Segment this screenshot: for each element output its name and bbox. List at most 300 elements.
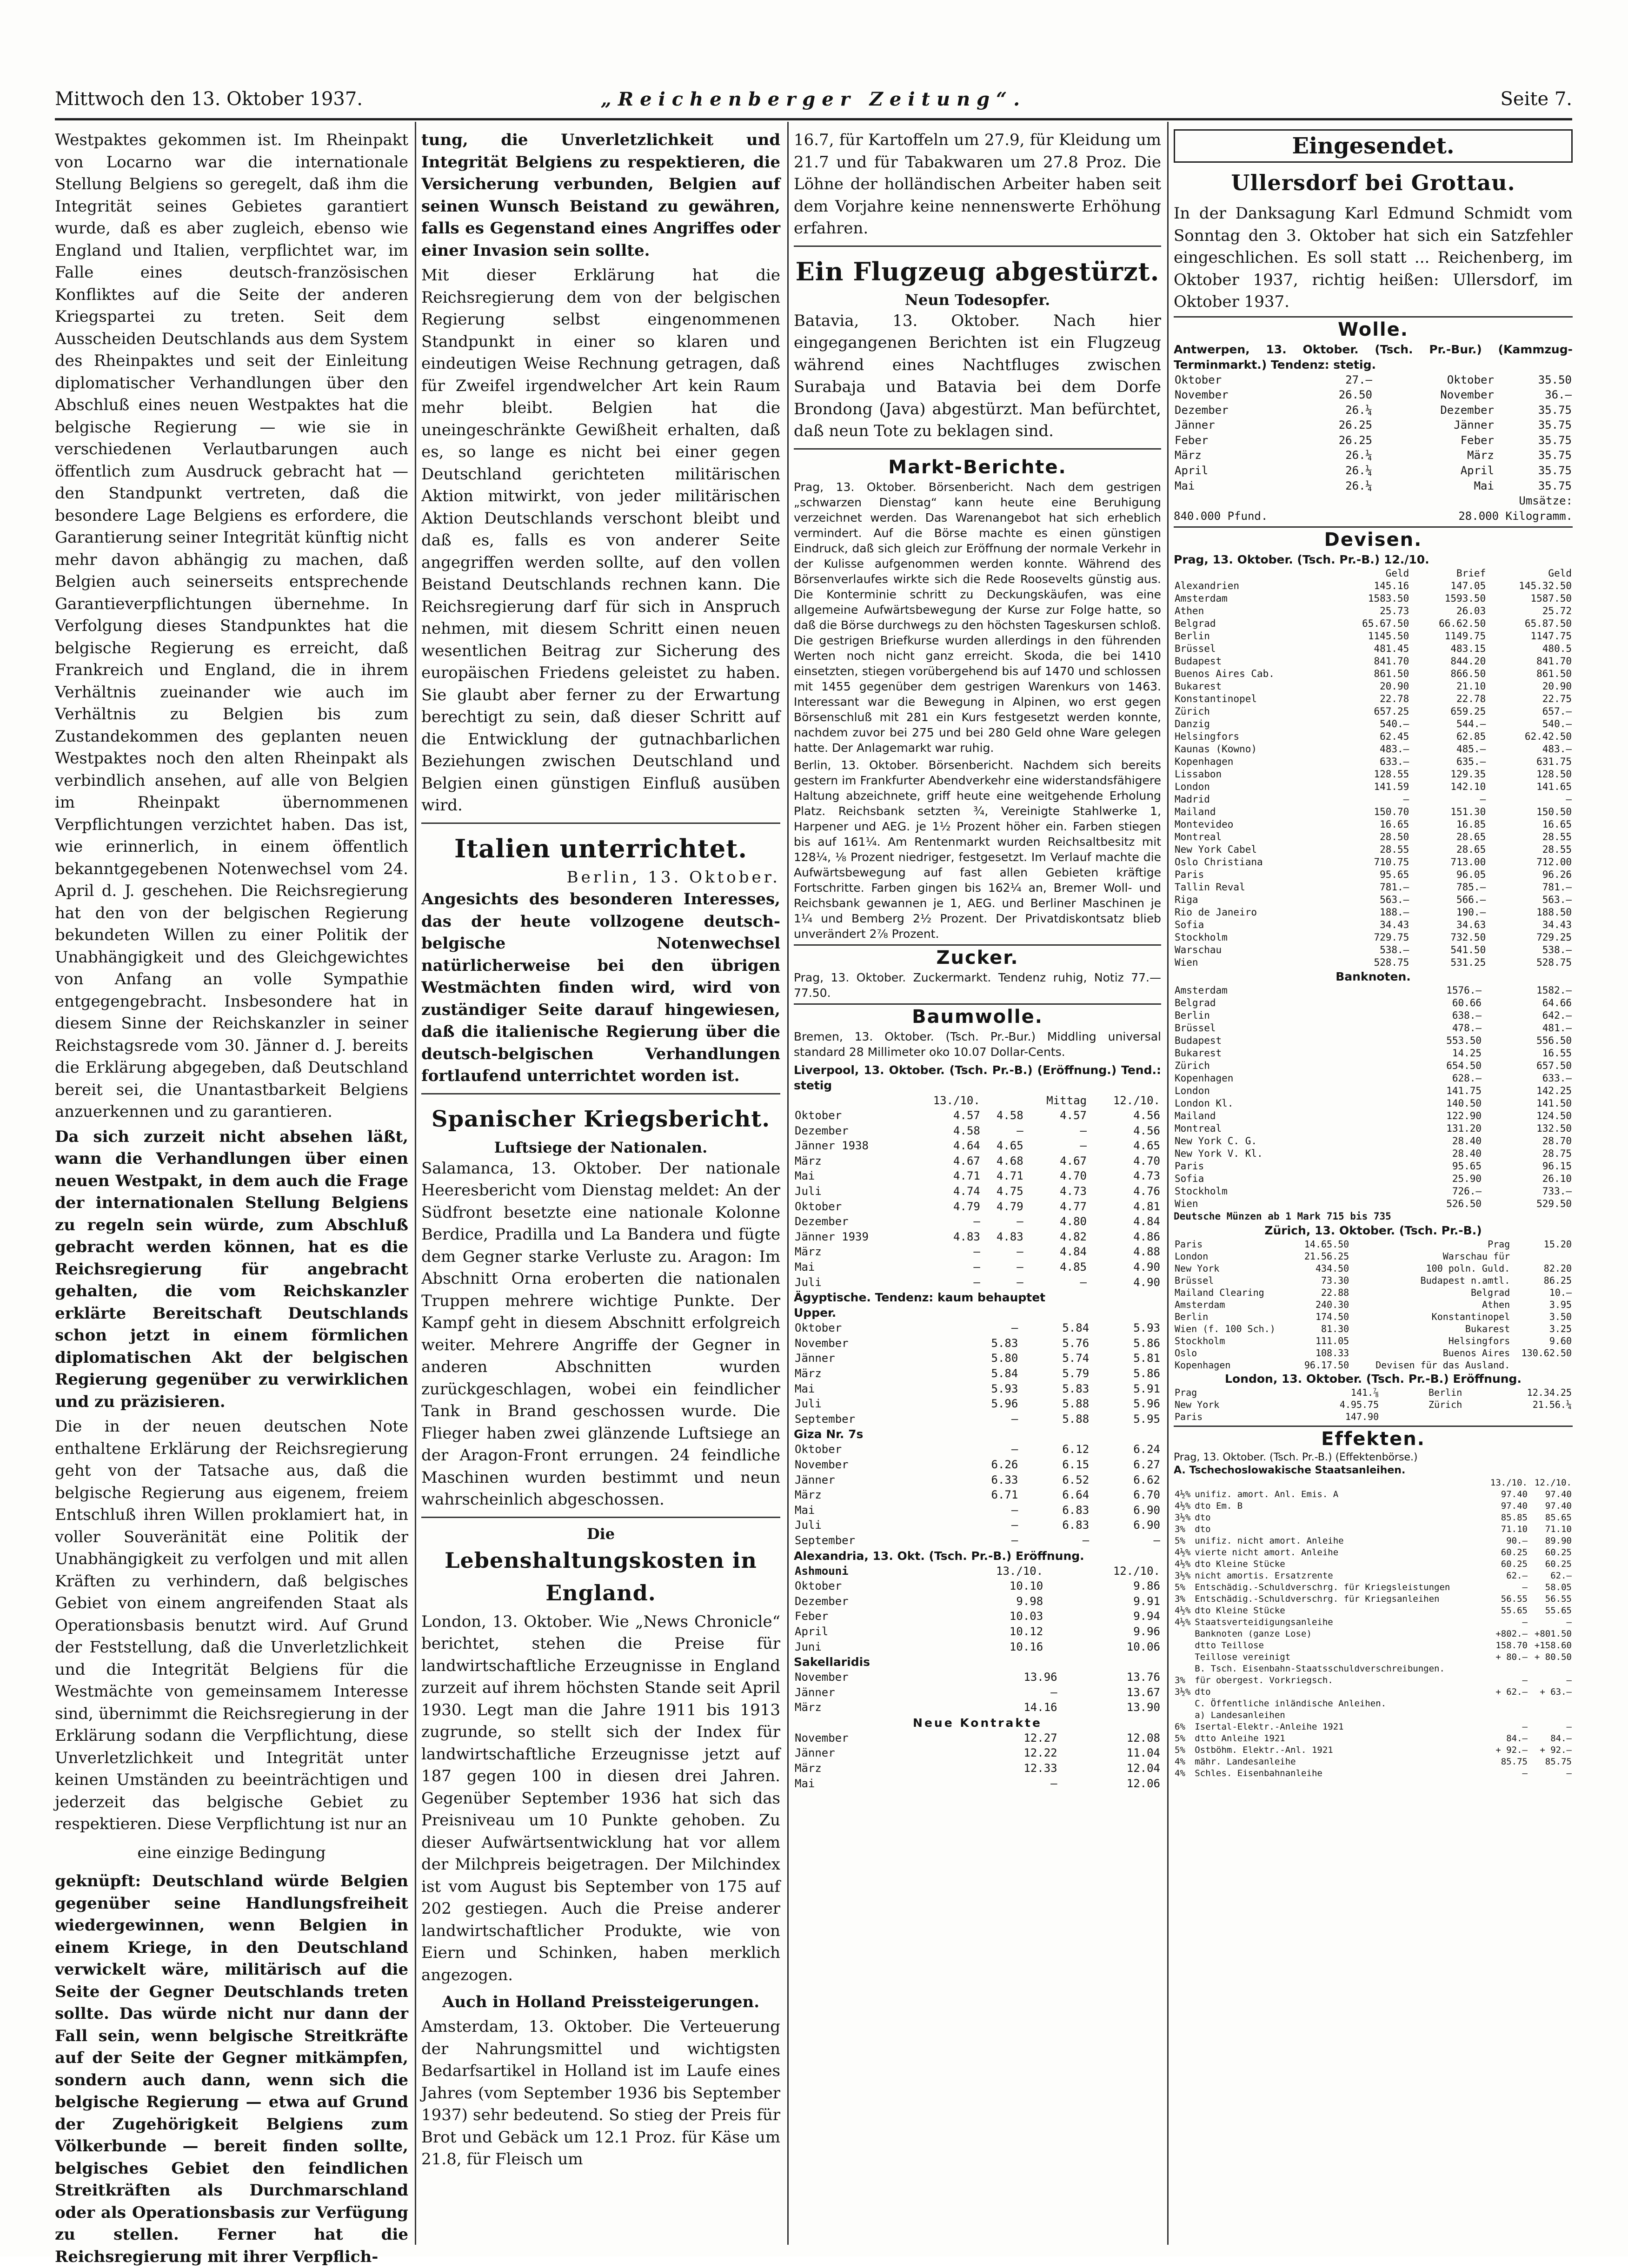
table-cell: dto	[1195, 1687, 1211, 1698]
section-devisen: Devisen.	[1174, 526, 1573, 552]
table-cell: 6.83	[1062, 1503, 1090, 1517]
table-cell: 26.25	[1338, 433, 1372, 447]
table-cell: 130.62.50	[1521, 1347, 1572, 1359]
table-cell: 635.—	[1456, 756, 1486, 768]
table-row	[1174, 387, 1573, 403]
table-row	[1174, 1710, 1573, 1721]
table-row	[1174, 1386, 1573, 1399]
table-cell: Teillose vereinigt	[1195, 1652, 1291, 1663]
table-cell: 4.56	[1133, 1124, 1160, 1137]
table-cell: 9.91	[1133, 1594, 1160, 1608]
devisen-heading: Prag, 13. Oktober. (Tsch. Pr.-B.) 12./10.	[1174, 553, 1429, 567]
table-cell	[1174, 1698, 1194, 1710]
table-cell: + 80.50	[1534, 1652, 1572, 1663]
table-cell	[1380, 1411, 1463, 1423]
table-row	[1174, 718, 1573, 730]
table-cell: 5.86	[1133, 1367, 1160, 1380]
table-cell: Lissabon	[1175, 769, 1222, 780]
table-cell: Mailand	[1175, 1110, 1216, 1122]
table-cell: 60.25	[1501, 1559, 1528, 1570]
table-cell: 85.65	[1545, 1512, 1572, 1523]
table-body	[794, 1670, 1161, 1715]
table-cell: 28.65	[1456, 831, 1486, 843]
table-cell: 10.10	[1009, 1579, 1043, 1593]
table-cell: 5.95	[1133, 1412, 1160, 1426]
table-cell: 4.90	[1133, 1260, 1160, 1274]
table-cell: März	[1175, 449, 1202, 462]
table-cell: Mai	[795, 1260, 815, 1274]
table-cell: Wien	[1175, 957, 1198, 968]
table-cell: —	[1080, 1124, 1087, 1137]
table-cell: Dezember	[795, 1594, 849, 1608]
table-cell: März	[795, 1488, 822, 1502]
table-cell: 128.55	[1374, 769, 1409, 780]
table-cell: Mai	[1474, 479, 1494, 492]
table-cell: 12.27	[1023, 1731, 1057, 1744]
liverpool-heading: Liverpool, 13. Oktober. (Tsch. Pr.-B.) (Eröffnung.) Tend.: stetig	[794, 1063, 1161, 1092]
table-cell: 12.22	[1023, 1746, 1057, 1760]
table-cell: Prag	[1488, 1239, 1510, 1250]
table-row	[794, 1184, 1161, 1199]
table-cell: 5.74	[1062, 1352, 1090, 1365]
table-cell: Mai	[795, 1169, 815, 1183]
table-cell: Juli	[795, 1397, 822, 1411]
table-cell: dto Em. B	[1195, 1501, 1243, 1512]
table-cell: 4.71	[996, 1169, 1023, 1183]
table-row	[794, 1168, 1161, 1184]
wool-heading: Antwerpen, 13. Oktober. (Tsch. Pr.-Bur.) (Kammzug-Terminmarkt.) Tendenz: stetig.	[1174, 342, 1573, 371]
table-cell: 21.10	[1456, 681, 1486, 692]
table-row	[1174, 1160, 1573, 1173]
table-header: Geld	[1385, 568, 1409, 579]
table-cell: Banknoten (ganze Lose)	[1195, 1629, 1312, 1639]
headline-italy: Italien unterrichtet.	[454, 833, 748, 863]
table-row	[1174, 1582, 1573, 1593]
table-cell: 3½%	[1175, 1687, 1191, 1698]
table-cell: 108.33	[1315, 1347, 1349, 1359]
table-cell: 4½%	[1175, 1617, 1191, 1628]
table-row	[1174, 1756, 1573, 1768]
table-cell: Jänner	[795, 1473, 835, 1486]
table-cell: 4.58	[996, 1109, 1023, 1122]
table-cell: 26.¼	[1345, 479, 1372, 492]
table-cell: Bukarest	[1175, 681, 1222, 692]
table-cell: November	[795, 1336, 849, 1350]
table-cell: April	[795, 1625, 829, 1638]
table-cell: Stockholm	[1175, 1335, 1225, 1347]
column-3	[794, 129, 1161, 2240]
table-cell: 5.91	[1133, 1382, 1160, 1395]
table-cell: 89.90	[1545, 1536, 1572, 1546]
table-header: Mittag	[1046, 1094, 1087, 1107]
table-cell: Dezember	[1440, 403, 1494, 417]
table-cell: Dezember	[1175, 403, 1229, 417]
table-cell: 14.16	[1023, 1701, 1057, 1714]
table-row	[1174, 906, 1573, 919]
table-cell: 86.25	[1543, 1275, 1572, 1287]
table-cell: 124.50	[1536, 1110, 1572, 1122]
table-cell: 5%	[1175, 1745, 1185, 1756]
wool-table	[1174, 372, 1573, 494]
table-cell: 95.65	[1380, 869, 1409, 881]
table-cell: 5.84	[991, 1367, 1018, 1380]
table-row	[794, 1108, 1161, 1123]
table-cell: für obergest. Vorkriegsch.	[1195, 1675, 1333, 1686]
table-cell: 141.65	[1536, 781, 1572, 793]
table-row	[1174, 1651, 1573, 1663]
table-cell: 1145.50	[1368, 630, 1409, 642]
table-cell: 6.62	[1133, 1473, 1160, 1486]
table-cell: 65.87.50	[1524, 618, 1572, 630]
table-cell: 13.76	[1126, 1671, 1160, 1684]
table-cell: 659.25	[1450, 706, 1486, 717]
table-cell: Danzig	[1175, 718, 1210, 730]
table-header: 12./10.	[1113, 1094, 1160, 1107]
table-cell: 528.75	[1374, 957, 1409, 968]
table-cell: —	[1080, 1139, 1087, 1153]
table-body	[794, 1320, 1161, 1426]
table-cell: 563.—	[1542, 894, 1572, 906]
table-cell: 732.50	[1450, 932, 1486, 943]
table-cell: Jänner	[795, 1685, 835, 1699]
table-row	[1174, 478, 1573, 494]
table-cell: Dezember	[795, 1215, 849, 1228]
table-row	[1174, 730, 1573, 743]
table-cell: 150.50	[1536, 806, 1572, 818]
table-row	[1174, 680, 1573, 693]
table-cell: —	[973, 1260, 980, 1274]
table-cell: —	[1522, 1617, 1528, 1628]
table-row	[794, 1685, 1161, 1700]
table-cell: 10.16	[1009, 1640, 1043, 1653]
table-cell: 6.90	[1133, 1519, 1160, 1532]
london-table	[1174, 1386, 1573, 1423]
table-header: 13./10.	[933, 1094, 980, 1107]
table-cell: 14.65.50	[1304, 1239, 1349, 1250]
table-cell: 28.40	[1452, 1148, 1482, 1160]
table-header	[794, 1093, 908, 1108]
table-cell: 4.86	[1133, 1230, 1160, 1243]
table-cell: 62.45	[1380, 731, 1409, 743]
table-cell: —	[1050, 1777, 1057, 1790]
table-row	[1174, 1173, 1573, 1185]
table-cell: 844.20	[1450, 656, 1486, 667]
table-body	[794, 1731, 1161, 1791]
table-cell: 4.80	[1060, 1215, 1087, 1228]
table-row	[1174, 448, 1573, 463]
table-cell: Paris	[1175, 1239, 1203, 1250]
table-cell: 141.⅞	[1350, 1387, 1379, 1399]
divider	[421, 822, 780, 824]
table-cell: New York	[1175, 1263, 1220, 1274]
table-cell: 35.75	[1538, 403, 1572, 417]
table-cell: 1582.—	[1536, 985, 1572, 996]
table-cell: 5.88	[1062, 1397, 1090, 1411]
table-row	[794, 1154, 1161, 1169]
table-cell: —	[1011, 1503, 1018, 1517]
table-row	[1174, 1628, 1573, 1640]
table-row	[1174, 1593, 1573, 1605]
table-cell: Helsingfors	[1448, 1335, 1510, 1347]
table-cell: 4.84	[1133, 1215, 1160, 1228]
table-row	[794, 1320, 1161, 1336]
table-cell	[1528, 1698, 1573, 1710]
table-cell: Paris	[1175, 1161, 1204, 1172]
table-cell: März	[1467, 449, 1494, 462]
table-body	[1174, 1489, 1573, 1779]
table-row	[1174, 372, 1573, 388]
table-cell: Paris	[1175, 869, 1204, 881]
table-cell: Oktober	[1175, 373, 1222, 386]
table-cell: Schles. Eisenbahnanleihe	[1195, 1768, 1322, 1779]
table-cell: 73.30	[1321, 1275, 1349, 1287]
table-cell: 729.25	[1536, 932, 1572, 943]
table-cell: 90.—	[1506, 1536, 1528, 1546]
table-cell: Berlin	[1175, 630, 1210, 642]
table-row	[794, 1761, 1161, 1776]
table-cell: Amsterdam	[1175, 593, 1228, 604]
column-divider	[415, 122, 416, 2245]
table-body	[794, 1108, 1161, 1290]
table-cell: Mai	[1175, 479, 1195, 492]
table-cell: 4.67	[953, 1154, 980, 1167]
table-row	[1174, 843, 1573, 856]
table-cell: 654.50	[1446, 1060, 1482, 1072]
table-cell: Juli	[795, 1185, 822, 1198]
table-cell: 20.90	[1380, 681, 1409, 692]
market-report-berlin: Berlin, 13. Oktober. Börsenbericht. Nachdem sich bereits gestern im Frankfurter Abendverkehr eine widerstandsfähigere Haltung abzeichnete, griff heute eine weitgehende Erholung Platz. Reichsbank setzten ¾, Vereinigte Stahlwerke 1, Harpener und AEG. je 1½ Prozent höher ein. Farben stiegen bis auf 161¼. Am Rentenmarkt wurden Reichsaltbesitz mit 128¼, ⅛ Prozent niedriger, festgesetzt. Im Verlauf machte die Aufwärtsbewegung auf fast allen Gebieten kräftige Fortschritte. Farben gingen bis 162¼ an, Bremer Woll- und Reichsbank gewannen je 1, AEG. und Berliner Maschinen je 1¼ und Bemberg 2½ Prozent. Der Privatdiskontsatz blieb unverändert 2⅞ Prozent.	[794, 758, 1161, 941]
table-cell: New York C. G.	[1175, 1135, 1257, 1147]
table-cell: 6.12	[1062, 1443, 1090, 1456]
table-cell: 6.64	[1062, 1488, 1090, 1502]
table-cell: 36.—	[1545, 388, 1572, 402]
table-cell: Warschau für	[1442, 1251, 1510, 1262]
table-row	[1174, 1570, 1573, 1582]
table-cell: Belgrad	[1175, 997, 1216, 1009]
table-row	[1174, 1686, 1573, 1698]
table-row	[1174, 1411, 1573, 1423]
table-row	[794, 1472, 1161, 1488]
table-row	[794, 1533, 1161, 1548]
table-cell: 3.25	[1549, 1323, 1572, 1335]
table-cell: Riga	[1175, 894, 1198, 906]
table-cell: dtto Teillose	[1195, 1640, 1264, 1651]
table-cell: Brüssel	[1175, 643, 1216, 655]
table-row	[1174, 1060, 1573, 1072]
subheading: eine einzige Bedingung	[137, 1843, 326, 1862]
table-cell: 188.—	[1380, 907, 1409, 918]
table-cell: 174.50	[1315, 1311, 1349, 1323]
table-row	[1174, 894, 1573, 906]
table-row	[1174, 1287, 1573, 1299]
neue-table	[794, 1731, 1161, 1791]
table-cell: 4%	[1175, 1757, 1185, 1767]
table-cell: —	[1017, 1260, 1023, 1274]
table-cell: 3.95	[1549, 1299, 1572, 1311]
table-cell: —	[1017, 1215, 1023, 1228]
table-cell: 20.90	[1542, 681, 1572, 692]
table-row	[1174, 1733, 1573, 1744]
table-cell: 131.20	[1446, 1123, 1482, 1134]
table-cell	[1174, 1628, 1194, 1640]
table-cell: 710.75	[1374, 856, 1409, 868]
table-row	[1174, 463, 1573, 478]
table-cell: 733.—	[1542, 1186, 1572, 1197]
table-cell: 97.40	[1545, 1501, 1572, 1512]
table-cell: 785.—	[1456, 882, 1486, 893]
table-cell: 97.40	[1545, 1489, 1572, 1500]
table-cell: 4½%	[1175, 1489, 1191, 1500]
table-row	[1174, 1617, 1573, 1628]
table-cell: Prag	[1175, 1387, 1197, 1399]
table-row	[1174, 1524, 1573, 1535]
table-cell: 97.40	[1501, 1489, 1528, 1500]
table-cell: 657.—	[1542, 706, 1572, 717]
table-cell: 66.62.50	[1439, 618, 1486, 630]
table-cell: 95.65	[1452, 1161, 1482, 1172]
table-cell: 28.75	[1542, 1148, 1572, 1160]
headline-kicker: Die	[586, 1525, 615, 1543]
giza-label: Giza Nr. 7s	[794, 1427, 864, 1441]
table-cell: 483.—	[1380, 743, 1409, 755]
section-cotton: Baumwolle.	[794, 1003, 1161, 1029]
table-cell: Oslo	[1175, 1347, 1197, 1359]
table-cell: Zürich	[1175, 1060, 1210, 1072]
table-cell: 566.—	[1456, 894, 1486, 906]
table-cell: April	[1175, 464, 1209, 477]
table-cell: 35.50	[1538, 373, 1572, 386]
table-row	[794, 1123, 1161, 1139]
table-cell: 3½%	[1175, 1512, 1191, 1523]
subheadline-spain: Luftsiege der Nationalen.	[494, 1138, 708, 1156]
table-cell: 5.76	[1062, 1336, 1090, 1350]
table-cell: 638.—	[1452, 1010, 1482, 1021]
table-row	[794, 1442, 1161, 1457]
table-cell: 6.90	[1133, 1503, 1160, 1517]
table-row	[1174, 1721, 1573, 1733]
table-cell: Alexandrien	[1175, 580, 1240, 592]
wool-umsatz-right: 28.000 Kilogramm.	[1458, 509, 1573, 523]
table-cell: 4.75	[996, 1185, 1023, 1198]
table-cell: Montreal	[1175, 1123, 1222, 1134]
table-cell: Madrid	[1175, 794, 1210, 805]
table-cell: 26.25	[1338, 418, 1372, 432]
table-cell: 6%	[1175, 1722, 1185, 1732]
table-cell: 25.90	[1452, 1173, 1482, 1185]
table-cell: 64.66	[1542, 997, 1572, 1009]
table-cell: 861.50	[1374, 668, 1409, 680]
table-body	[794, 1442, 1161, 1548]
table-cell: 142.10	[1450, 781, 1486, 793]
table-row	[1174, 1359, 1573, 1371]
table-row	[794, 1260, 1161, 1275]
table-cell: 22.75	[1542, 693, 1572, 705]
table-cell: 544.—	[1456, 718, 1486, 730]
table-cell: Jänner 1938	[795, 1139, 869, 1153]
table-cell: 22.78	[1380, 693, 1409, 705]
table-header	[1174, 1477, 1194, 1489]
table-cell: London	[1175, 1251, 1209, 1262]
table-cell: März	[795, 1367, 822, 1380]
table-row	[1174, 580, 1573, 592]
table-row	[1174, 1698, 1573, 1710]
table-cell: 84.—	[1550, 1733, 1572, 1744]
table-cell: 35.75	[1538, 433, 1572, 447]
table-header	[1174, 567, 1333, 580]
table-cell: 726.—	[1452, 1186, 1482, 1197]
table-cell: 84.—	[1506, 1733, 1528, 1744]
table-cell: —	[1011, 1443, 1018, 1456]
table-cell: Berlin	[1175, 1010, 1210, 1021]
table-row	[794, 1336, 1161, 1351]
table-row	[1174, 1274, 1573, 1287]
table-cell: Stockholm	[1175, 932, 1228, 943]
table-cell: 4½%	[1175, 1547, 1191, 1558]
table-cell: —	[1011, 1321, 1018, 1335]
table-cell: 13.90	[1126, 1701, 1160, 1714]
table-cell: 1583.50	[1368, 593, 1409, 604]
table-cell: 96.05	[1456, 869, 1486, 881]
table-cell: Buenos Aires	[1442, 1347, 1510, 1359]
table-cell: New York V. Kl.	[1175, 1148, 1263, 1160]
neue-label: Neue Kontrakte	[913, 1716, 1042, 1730]
table-cell: 529.50	[1536, 1198, 1572, 1210]
table-cell: 1149.75	[1444, 630, 1486, 642]
table-cell: Jänner	[795, 1352, 835, 1365]
table-cell: 9.86	[1133, 1579, 1160, 1593]
table-row	[1174, 630, 1573, 643]
table-cell: 85.75	[1501, 1757, 1528, 1767]
table-cell: dto Kleine Stücke	[1195, 1559, 1285, 1570]
table-row	[794, 1518, 1161, 1533]
column-2	[421, 129, 780, 2240]
table-cell: Amsterdam	[1175, 985, 1228, 996]
table-cell	[1484, 1698, 1528, 1710]
table-cell: 5.86	[1133, 1336, 1160, 1350]
table-row	[1174, 592, 1573, 605]
table-cell: März	[795, 1701, 822, 1714]
column-divider	[787, 122, 789, 2245]
section-wool: Wolle.	[1174, 316, 1573, 342]
table-row	[1174, 1663, 1573, 1675]
table-cell: —	[1566, 1675, 1572, 1686]
table-cell: +802.—	[1495, 1629, 1528, 1639]
table-cell: —	[1566, 1722, 1572, 1732]
table-cell: Buenos Aires Cab.	[1175, 668, 1275, 680]
table-cell: 481.45	[1374, 643, 1409, 655]
table-cell: 141.50	[1536, 1098, 1572, 1109]
table-cell: 26.03	[1456, 605, 1486, 617]
box-title: Eingesendet.	[1174, 129, 1573, 163]
table-cell: November	[795, 1671, 849, 1684]
wool-umsatz-label: Umsätze:	[1519, 494, 1573, 508]
table-cell: 540.—	[1542, 718, 1572, 730]
deutsche-munzen: Deutsche Münzen ab 1 Mark 715 bis 735	[1174, 1211, 1391, 1222]
zurich-table	[1174, 1238, 1573, 1371]
section-market: Markt-Berichte.	[888, 456, 1067, 478]
table-cell: 4.73	[1060, 1185, 1087, 1198]
table-cell: 62.42.50	[1524, 731, 1572, 743]
table-cell: 96.17.50	[1304, 1359, 1349, 1371]
table-row	[1174, 997, 1573, 1009]
table-cell: —	[1017, 1124, 1023, 1137]
table-cell: 145.32.50	[1519, 580, 1572, 592]
table-cell: —	[1017, 1275, 1023, 1289]
table-cell: 147.05	[1450, 580, 1486, 592]
effekten-subheading: A. Tschechoslowakische Staatsanleihen.	[1174, 1465, 1406, 1477]
table-cell: 526.50	[1446, 1198, 1482, 1210]
table-row	[794, 1412, 1161, 1427]
